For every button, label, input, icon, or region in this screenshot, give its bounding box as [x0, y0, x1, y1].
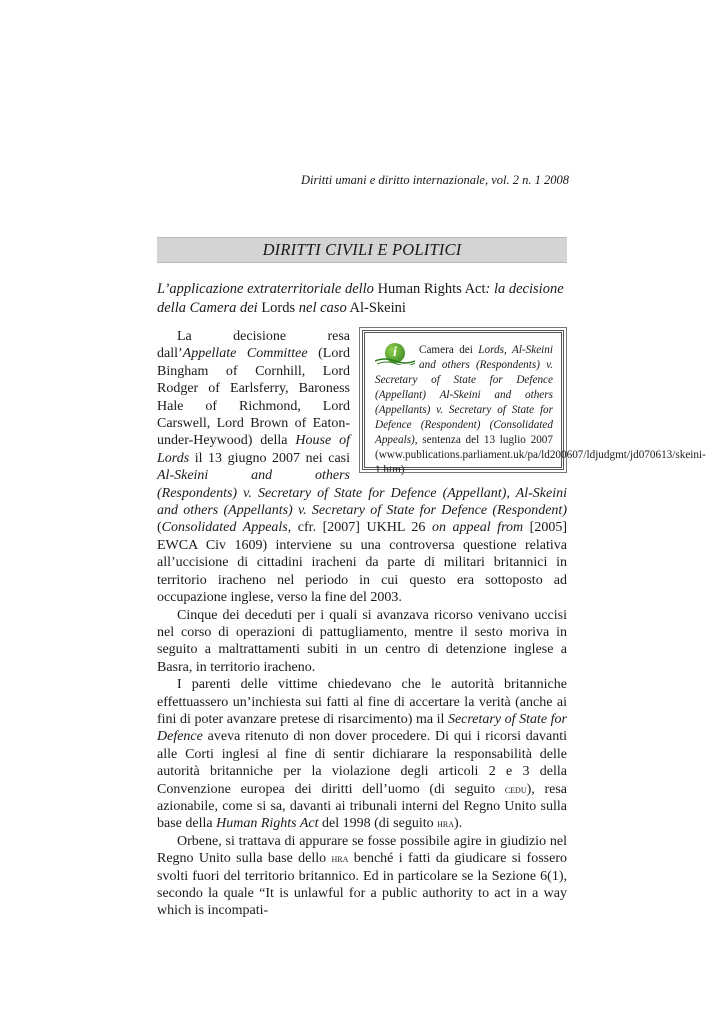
- text: I parenti delle vittime chiedevano che le autorità britanniche effettuassero un’inchiesta sui fatti al fine di accertare la verità (anche ai fini di poter avanzare pretese di risarcimento) ma il: [157, 677, 567, 727]
- title-part: Lords: [257, 300, 296, 316]
- text: ).: [454, 816, 463, 832]
- text: aveva ritenuto di non dover procedere. Di qui i ricorsi davanti alle Corti inglesi al fine di sentir dichiarare la responsabilità delle autorità britanniche per la violazione degli articoli 2 e 3 della Convenzione europea dei diritti dell’uomo (di seguito: [157, 729, 567, 797]
- text-smallcaps: hra: [331, 851, 349, 866]
- info-icon: i: [375, 343, 415, 365]
- text-italic: Human Rights Act: [216, 816, 319, 832]
- article-body: [157, 328, 706, 920]
- text: La decisione resa dall’: [157, 329, 350, 362]
- text: , cfr. [2007] UKHL 26: [287, 520, 432, 536]
- title-part: Human Rights Act: [373, 281, 486, 297]
- text: benché i fatti da giudicare si fossero svolti fuori del territorio britannico. Ed in particolare se la Sezione 6(1), secondo la quale “It is unlawful for a public authority to act in a way which is incompati-: [157, 851, 567, 919]
- paragraph-2: Cinque dei deceduti per i quali si avanzava ricorso venivano uccisi nel corso di operazioni di pattugliamento, mentre il sesto moriva in seguito a maltrattamenti subiti in un centro di detenzione inglese a Basra, in territorio iracheno.: [157, 607, 567, 675]
- text: Orbene, si trattava di appurare se fosse possibile agire in giudizio nel Regno Unito sulla base dello: [157, 833, 567, 867]
- text-italic: Secretary of State for Defence: [157, 711, 567, 745]
- article-title: [157, 280, 567, 318]
- text-smallcaps: cedu: [504, 781, 527, 796]
- text-italic: on appeal from: [431, 520, 524, 536]
- text-smallcaps: hra: [437, 816, 454, 831]
- section-banner: [157, 237, 567, 263]
- text-italic: Consolidated Appeals: [161, 520, 288, 536]
- paragraph-3: [157, 676, 567, 833]
- title-part: L’applicazione extraterritoriale dello: [157, 281, 374, 297]
- box-text: Camera dei: [419, 344, 479, 356]
- text: il 13 giugno 2007 nei casi: [189, 450, 350, 466]
- running-head: Diritti umani e diritto internazionale, vol. 2 n. 1 2008: [300, 173, 569, 187]
- section-title: DIRITTI CIVILI E POLITICI: [262, 240, 462, 259]
- text-italic: Al-Skeini and others (Respondents) v. Secretary of State for Defence (Appellant), Al-Skeini and others (Appellants) v. Secretary of State for Defence (Respondent): [157, 468, 567, 519]
- text: del 1998 (di seguito: [318, 816, 438, 832]
- text-italic: House of Lords: [157, 433, 350, 466]
- title-part: Al-Skeini: [346, 300, 406, 316]
- text: [2005] EWCA Civ 1609) interviene su una controversa questione relativa all’uccisione di cittadini iracheni da parte di militari britannici in territorio iracheno nel periodo in cui questo era sottoposto ad occupazione inglese, verso la fine del 2003.: [157, 520, 567, 606]
- info-box: [362, 330, 706, 476]
- text: ), resa azionabile, come si sa, davanti ai tribunali interni del Regno Unito sulla base della: [157, 781, 567, 832]
- text-italic: Appellate Committee: [182, 346, 308, 362]
- title-part: : la decisione della Camera dei: [157, 281, 564, 316]
- box-text: , sentenza del 13 luglio 2007 (www.publications.parliament.uk/pa/ld200607/ldjudgmt/jd070613/skeini-1.htm): [375, 434, 706, 476]
- title-part: nel caso: [295, 300, 347, 316]
- box-text-italic: Lords, Al-Skeini and others (Respondents) v. Secretary of State for Defence (Appellant) Al-Skeini and others (Appellants) v. Secretary of State for Defence (Respondent) (Consolidated Appeals): [375, 344, 553, 446]
- text: (Lord Bingham of Cornhill, Lord Rodger of Earlsferry, Baroness Hale of Richmond, Lord Carswell, Lord Brown of Eaton-under-Heywood) della: [157, 346, 350, 449]
- paragraph-4: [157, 833, 567, 920]
- text: (: [157, 520, 162, 536]
